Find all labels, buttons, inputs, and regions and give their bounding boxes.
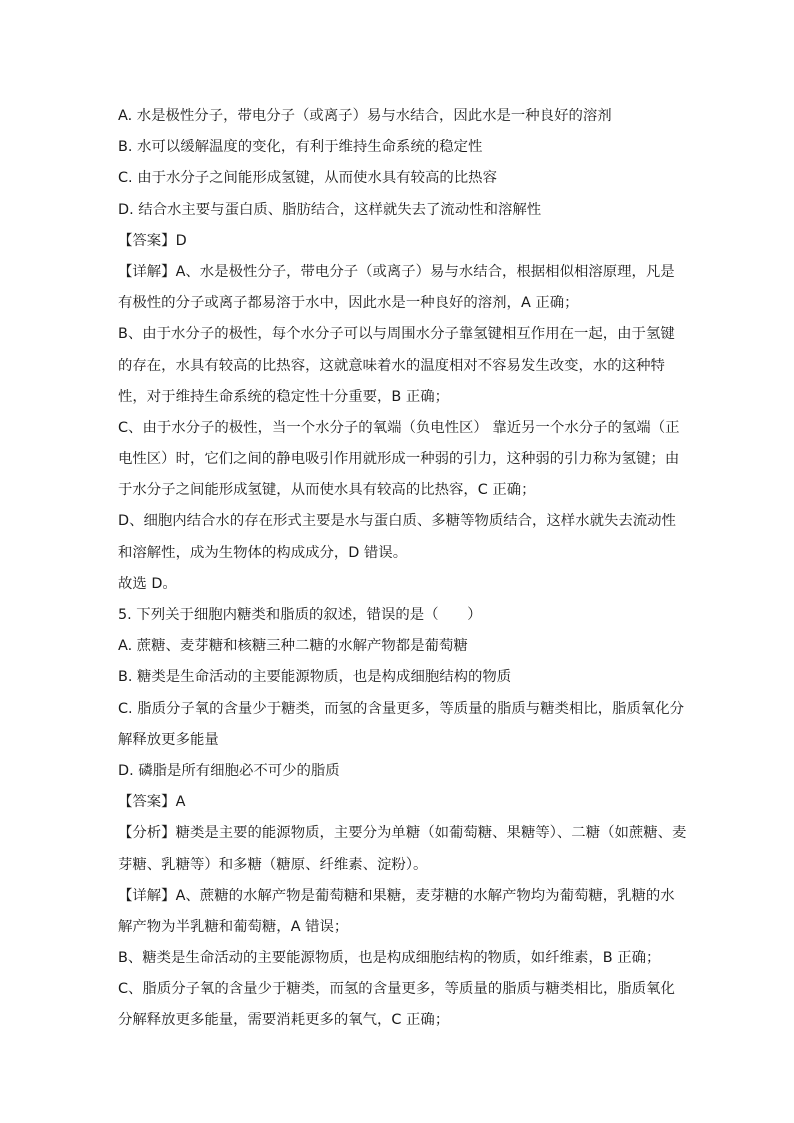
q5-option-b: B. 糖类是生命活动的主要能源物质，也是构成细胞结构的物质 <box>118 669 512 686</box>
explanation-line: 【详解】A、水是极性分子，带电分子（或离子）易与水结合，根据相似相溶原理，凡是 <box>118 263 675 280</box>
explanation-line: 的存在，水具有较高的比热容，这就意味着水的温度相对不容易发生改变，水的这种特 <box>118 357 665 374</box>
q5-option-c-continued: 解释放更多能量 <box>118 731 219 748</box>
analysis-line: 芽糖、乳糖等）和多糖（糖原、纤维素、淀粉）。 <box>118 856 428 873</box>
q5-option-c: C. 脂质分子氧的含量少于糖类，而氢的含量更多，等质量的脂质与糖类相比，脂质氧化分 <box>118 700 685 717</box>
answer-q4: 【答案】D <box>118 232 187 249</box>
explanation-line: 电性区）时，它们之间的静电吸引作用就形成一种弱的引力，这种弱的引力称为氢键；由 <box>118 451 680 468</box>
explanation-line: 解产物为半乳糖和葡萄糖，A 错误； <box>118 918 349 935</box>
explanation-line: 【详解】A、蔗糖的水解产物是葡萄糖和果糖，麦芽糖的水解产物均为葡萄糖，乳糖的水 <box>118 887 675 904</box>
explanation-line: 和溶解性，成为生物体的构成成分，D 错误。 <box>118 544 408 561</box>
option-a-water-polar: A. 水是极性分子，带电分子（或离子）易与水结合，因此水是一种良好的溶剂 <box>118 108 612 124</box>
explanation-line: 分解释放更多能量，需要消耗更多的氧气，C 正确； <box>118 1012 450 1029</box>
choice-conclusion: 故选 D。 <box>118 575 177 592</box>
explanation-line: C、脂质分子氧的含量少于糖类，而氢的含量更多，等质量的脂质与糖类相比，脂质氧化 <box>118 981 675 998</box>
explanation-line: D、细胞内结合水的存在形式主要是水与蛋白质、多糖等物质结合，这样水就失去流动性 <box>118 513 676 530</box>
analysis-line: 【分析】糖类是主要的能源物质，主要分为单糖（如葡萄糖、果糖等）、二糖（如蔗糖、麦 <box>118 825 687 842</box>
explanation-line: B、糖类是生命活动的主要能源物质，也是构成细胞结构的物质，如纤维素，B 正确； <box>118 950 661 967</box>
q5-option-d: D. 磷脂是所有细胞必不可少的脂质 <box>118 762 340 779</box>
explanation-line: 于水分子之间能形成氢键，从而使水具有较高的比热容，C 正确； <box>118 482 536 499</box>
explanation-line: C、由于水分子的极性，当一个水分子的氧端（负电性区） 靠近另一个水分子的氢端（正 <box>118 419 680 436</box>
explanation-line: 有极性的分子或离子都易溶于水中，因此水是一种良好的溶剂，A 正确； <box>118 295 579 312</box>
q5-option-a: A. 蔗糖、麦芽糖和核糖三种二糖的水解产物都是葡萄糖 <box>118 638 468 655</box>
explanation-line: 性，对于维持生命系统的稳定性十分重要，B 正确； <box>118 388 450 405</box>
answer-q5: 【答案】A <box>118 794 186 811</box>
question-5-stem: 5. 下列关于细胞内糖类和脂质的叙述，错误的是（ ） <box>118 607 482 623</box>
option-c-hydrogen-bond: C. 由于水分子之间能形成氢键，从而使水具有较高的比热容 <box>118 170 497 187</box>
option-b-water-buffer: B. 水可以缓解温度的变化，有利于维持生命系统的稳定性 <box>118 139 483 156</box>
explanation-line: B、由于水分子的极性，每个水分子可以与周围水分子靠氢键相互作用在一起，由于氢键 <box>118 326 675 343</box>
option-d-bound-water: D. 结合水主要与蛋白质、脂肪结合，这样就失去了流动性和溶解性 <box>118 201 542 218</box>
document-body <box>118 101 687 1037</box>
